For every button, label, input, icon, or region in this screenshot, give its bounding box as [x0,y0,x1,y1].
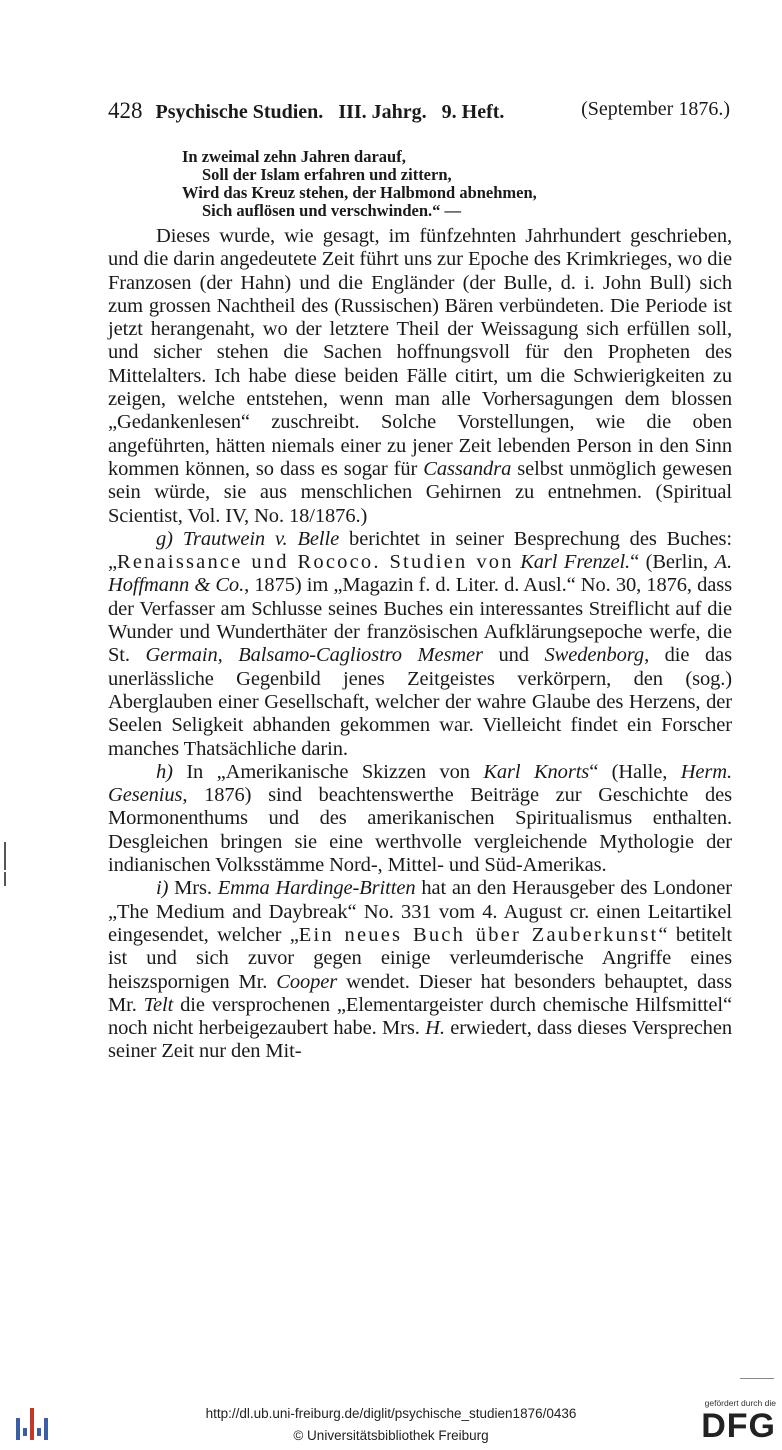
italic-name: Germain, Balsamo-Cagliostro Mesmer [145,644,483,667]
text-run: wendet. Dieser hat besonders behauptet, dass Mr. [108,970,732,1016]
text-run: “ (Halle, [589,760,681,783]
text-run: die versprochenen „Elementargeister durch chemische Hilfsmittel“ noch nicht herbeigezaubert habe. Mrs. [108,993,732,1040]
italic-name: Swedenborg [544,644,645,667]
dfg-wordmark: DFG [701,1407,776,1445]
text-run: erwiedert, dass dieses Versprechen seiner Zeit nur den Mit- [108,1017,732,1063]
text-run: und [482,644,545,667]
italic-marker: h) [156,760,173,783]
footer [0,1398,782,1450]
paragraph [108,761,732,877]
poem-quote [182,148,537,220]
poem-line: Wird das Kreuz stehen, der Halbmond abnehmen, [182,183,537,202]
margin-mark [4,872,6,886]
text-run: Dieses wurde, wie gesagt, im fünfzehnten Jahrhundert geschrieben, und die darin angedeutete Zeit führt uns zur Epoche des Krimkrieges, wo die Franzosen (der Hahn) und die Engländer (der Bulle, d. i. John Bull) sich zum grossen Nachtheil des (Russischen) Bären verbündeten. Die Periode ist jetzt herangenaht, wo der letztere Theil der Weissagung sich erfüllen soll, und sicher stehen die Sachen hoffnungsvoll für den Propheten des Mittelalters. Ich habe diese beiden Fälle citirt, um die Schwierigkeiten zu zeigen, welche entstehen, wenn man alle Vorhersagungen dem blossen „Gedankenlesen“ zuschreibt. Solche Vorstellungen, wie die oben angeführten, hätten niemals einer zu jener Zeit lebenden Person in den Sinn kommen können, so dass es sogar für [108,225,732,480]
footer-rule [740,1378,774,1379]
spaced-title: Ein neues Buch über Zauberkunst [298,923,659,946]
sponsor-text: gefördert durch die [704,1398,776,1408]
paragraph [108,877,732,1063]
italic-name: H. [425,1017,445,1040]
italic-name: Telt [143,993,174,1016]
italic-marker: i) [156,877,169,900]
italic-name: A. Hoffmann & Co. [108,551,732,597]
italic-name: Herm. Gesenius [108,760,732,807]
text-run: hat an den Herausgeber des Londoner „The Medium and Daybreak“ No. 331 vom 4. August cr. einen Leitartikel eingesendet, welcher „ [108,877,732,946]
text-run: In „Amerikanische Skizzen von [172,760,484,783]
text-run: Mrs. [168,877,218,900]
text-run: , 1876) sind beachtenswerthe Beiträge zur Geschichte des Mormonenthums und des amerikanischen Spiritualismus enthalten. Desgleichen bringen sie eine werthvolle vergleichende Mythologie der indianischen Volksstämme Nord-, Mittel- und Süd-Amerikas. [108,784,732,877]
text-run: selbst unmöglich gewesen sein würde, sie aus menschlichen Gehirnen zu entnehmen. (Spiritual Scientist, Vol. IV, No. 18/1876.) [108,457,733,527]
page-number: 428 [108,98,143,123]
issue-date: (September 1876.) [581,98,730,120]
italic-name: Karl Frenzel. [520,551,631,574]
italic-name: Emma Hardinge-Britten [217,877,416,900]
running-header [108,98,730,124]
italic-name: g) Trautwein v. Belle [156,527,340,550]
margin-mark [4,842,6,870]
text-run: , 1875) im „Magazin f. d. Liter. d. Ausl.“ No. 30, 1876, dass der Verfasser am Schlusse seines Buches ein interessantes Streiflicht auf die Wunder und Wunderthäter der französischen Aufklärungsepoche werfe, die St. [108,574,732,667]
text-run: “ (Berlin, [630,551,715,574]
body-text [108,225,732,1064]
text-run: , die das unerlässliche Gegenbild jenes Zeitgeistes verkörpern, den (sog.) Aberglauben einer Gesellschaft, welcher der wahre Glaube des Herzens, der Seelen Seligkeit abhanden gekommen war. Vielleicht findet ein Forscher manches Thatsächliche darin. [108,644,732,760]
paragraph [108,225,732,528]
poem-line: Sich auflösen und verschwinden.“ — [202,201,462,220]
dfg-logo [690,1398,776,1450]
copyright: © Universitätsbibliothek Freiburg [293,1428,489,1443]
source-url[interactable]: http://dl.ub.uni-freiburg.de/diglit/psychische_studien1876/0436 [205,1406,577,1421]
text-run: “ betitelt ist und sich zuvor gegen einige verleumderische Angriffe eines heiszspornigen Mr. [108,923,732,993]
spaced-title: Renaissance und Rococo. Studien von [117,551,514,574]
italic-name: Cooper [276,970,338,993]
issue-info: III. Jahrg. 9. Heft. [338,101,505,123]
italic-name: Cassandra [423,457,512,480]
italic-name: Karl Knorts [483,760,590,783]
paragraph [108,528,732,761]
journal-title: Psychische Studien. [155,101,324,123]
poem-line: In zweimal zehn Jahren darauf, [182,147,406,166]
poem-line: Soll der Islam erfahren und zittern, [202,165,452,184]
text-run: berichtet in seiner Besprechung des Buches: „ [108,527,733,574]
